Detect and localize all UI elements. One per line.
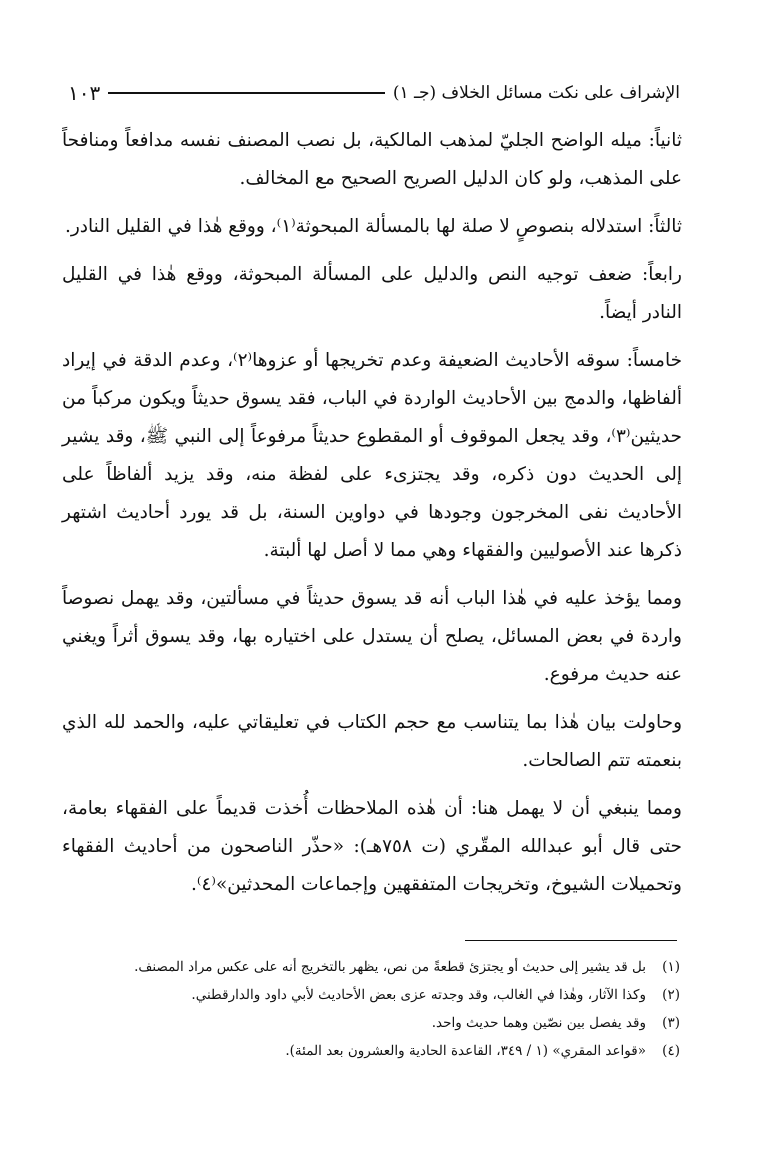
paragraph-khamisan (62, 342, 682, 570)
running-head-rule (108, 92, 385, 94)
paragraph-text: ميله الواضح الجليّ لمذهب المالكية، بل نصب المصنف نفسه مدافعاً ومنافحاً على المذهب، ولو كان الدليل الصريح الصحيح مع المخالف. (62, 130, 682, 189)
footnote-separator (465, 940, 677, 941)
footnote-2 (90, 986, 680, 1004)
paragraph-text: استدلاله بنصوصٍ لا صلة لها بالمسألة المبحوثة⁽١⁾، ووقع هٰذا في القليل النادر. (64, 216, 649, 237)
footnote-number: (٣) (662, 1015, 680, 1031)
paragraph-rabian (62, 256, 682, 332)
paragraph-text: ومما يؤخذ عليه في هٰذا الباب أنه قد يسوق حديثاً في مسألتين، وقد يهمل نصوصاً واردة في بعض المسائل، يصلح أن يستدل على اختياره بها، وقد يسوق أثراً ويغني عنه حديث مرفوع. (62, 588, 682, 685)
footnote-4 (90, 1042, 680, 1060)
paragraph-thaniyan (62, 122, 682, 198)
paragraph-text: ومما ينبغي أن لا يهمل هنا: أن هٰذه الملاحظات أُخذت قديماً على الفقهاء بعامة، حتى قال أبو عبدالله المقّري (ت ٧٥٨هـ): «حذّر الناصحون من أحاديث الفقهاء وتحميلات الشيوخ، وتخريجات المتفقهين وإجماعات المحدثين»⁽٤⁾. (62, 798, 682, 895)
running-head (68, 76, 680, 110)
paragraph-lead: رابعاً: (641, 264, 682, 285)
paragraph-wahawalt (62, 704, 682, 780)
footnote-text: بل قد يشير إلى حديث أو يجتزئ قطعةً من نص، يظهر بالتخريج أنه على عكس مراد المصنف. (134, 959, 646, 975)
paragraph-thalithan (62, 208, 682, 246)
footnote-text: وكذا الآثار، وهٰذا في الغالب، وقد وجدته عزى بعض الأحاديث لأبي داود والدارقطني. (191, 987, 646, 1003)
paragraph-lead: خامساً: (626, 350, 683, 371)
paragraph-text: سوقه الأحاديث الضعيفة وعدم تخريجها أو عزوها⁽٢⁾، وعدم الدقة في إيراد ألفاظها، والدمج بين الأحاديث الواردة في الباب، فقد يسوق حديثاً ويكون مركباً من حديثين⁽٣⁾، وقد يجعل الموقوف أو المقطوع حديثاً مرفوعاً إلى النبي ﷺ، وقد يشير إلى الحديث دون ذكره، وقد يجتزىء على لفظة منه، وقد يزيد ألفاظاً على الأحاديث نفى المخرجون وجودها في دواوين السنة، بل قد يورد أحاديث اشتهر ذكرها عند الأصوليين والفقهاء وهي مما لا أصل لها ألبتة. (62, 350, 682, 561)
footnote-text: وقد يفصل بين نصّين وهما حديث واحد. (431, 1015, 646, 1031)
footnote-number: (٤) (662, 1043, 680, 1059)
paragraph-lead: ثالثاً: (648, 216, 682, 237)
paragraph-mimma-yukhadh (62, 580, 682, 694)
footnotes (90, 958, 680, 1070)
paragraph-text: وحاولت بيان هٰذا بما يتناسب مع حجم الكتاب في تعليقاتي عليه، والحمد لله الذي بنعمته تتم الصالحات. (62, 712, 682, 771)
footnote-number: (٢) (662, 987, 680, 1003)
footnote-1 (90, 958, 680, 976)
footnote-number: (١) (662, 959, 680, 975)
paragraph-lead: ثانياً: (648, 130, 682, 151)
page-number: ١٠٣ (68, 81, 101, 105)
paragraph-mimma-yanbaghi (62, 790, 682, 904)
footnote-3 (90, 1014, 680, 1032)
body-text (62, 122, 682, 914)
running-head-title: الإشراف على نكت مسائل الخلاف (جـ ١) (392, 83, 680, 103)
paragraph-text: ضعف توجيه النص والدليل على المسألة المبحوثة، ووقع هٰذا في القليل النادر أيضاً. (62, 264, 682, 323)
footnote-text: «قواعد المقري» (١ / ٣٤٩، القاعدة الحادية والعشرون بعد المئة). (285, 1043, 646, 1059)
